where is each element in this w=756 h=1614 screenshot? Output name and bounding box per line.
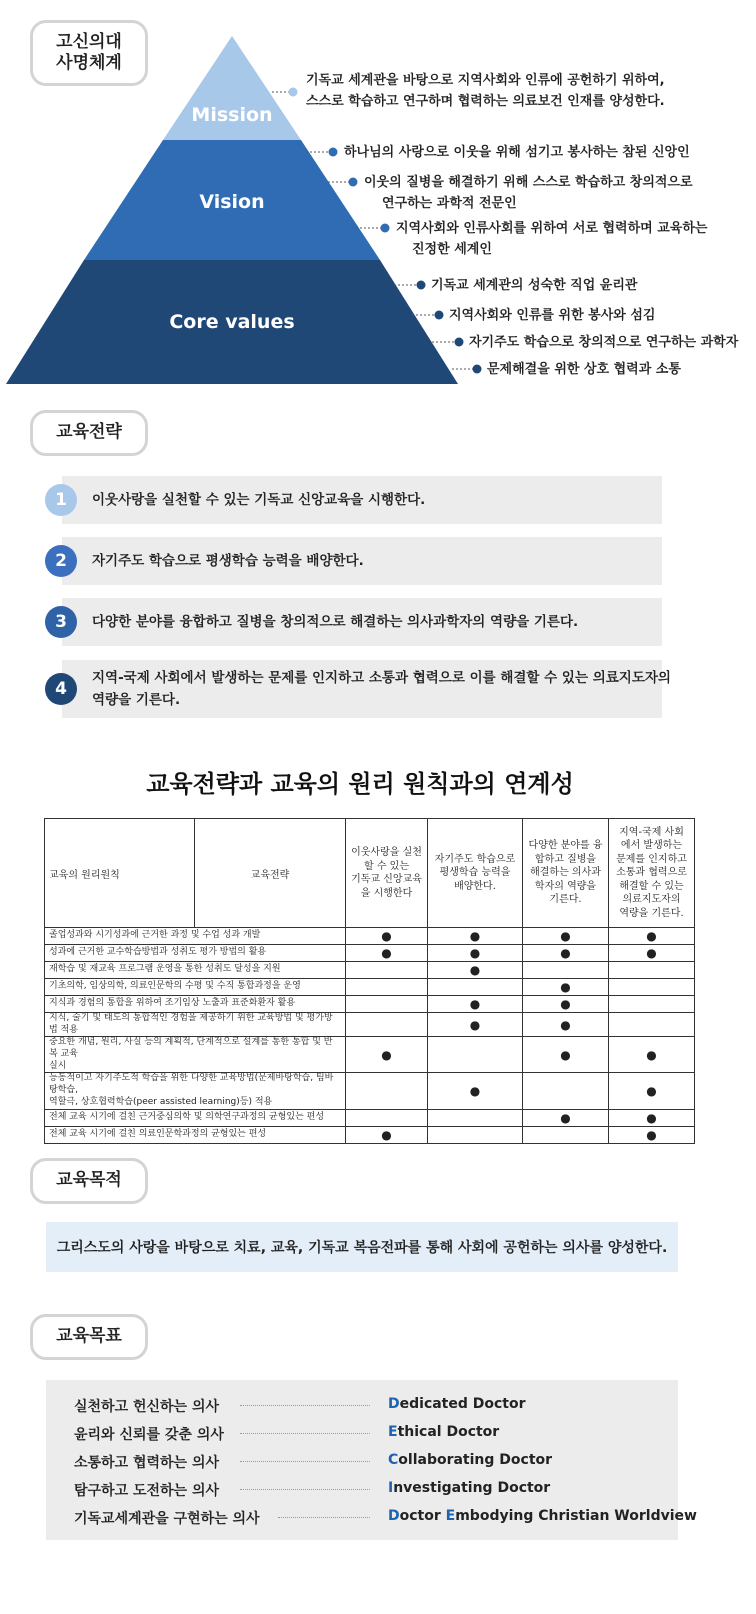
linkage-mark-dot: ● [560,946,571,960]
table-row [45,996,695,1013]
mission-label: Mission [191,104,273,126]
goal-leader-5 [278,1517,370,1518]
table-row [45,979,695,996]
linkage-mark-dot: ● [646,929,657,943]
strategy-number-3: 3 [45,606,77,638]
mark-cell [428,1037,523,1073]
strategy-title-badge: 교육전략 [30,410,148,456]
linkage-mark-dot: ● [560,929,571,943]
table-row [45,945,695,962]
linkage-mark-dot: ● [381,1127,392,1142]
mark-cell [346,1126,428,1143]
goal-leader-1 [240,1405,370,1406]
mark-cell [346,928,428,945]
goal-en-2: Ethical Doctor [388,1424,500,1440]
mark-cell [523,1037,609,1073]
mark-cell [346,945,428,962]
linkage-mark-dot: ● [560,1017,571,1032]
goal-en-3: Collaborating Doctor [388,1452,553,1468]
principle-cell: 중요한 개념, 원리, 사실 등의 계획적, 단계적으로 설계를 통한 통합 및 반복 교육 실시 [45,1037,346,1073]
linkage-mark-dot: ● [469,997,481,1011]
mark-cell [609,962,695,979]
table-row [45,1037,695,1073]
mission-system-title-badge: 고신의대 사명체계 [30,20,148,86]
mark-cell [609,928,695,945]
table-header-row [45,819,695,928]
core-dot [435,311,444,320]
linkage-mark-dot: ● [381,929,392,943]
strategy-text-3: 다양한 분야를 융합하고 질병을 창의적으로 해결하는 의사과학자의 역량을 기른다. [92,614,579,630]
linkage-mark-dot: ● [560,997,571,1011]
linkage-mark-dot: ● [646,1083,657,1098]
mark-cell [346,996,428,1013]
core-dot [455,338,464,347]
goals-title-badge: 교육목표 [30,1314,148,1360]
mark-cell [609,1013,695,1037]
strategy-number-4: 4 [45,673,77,705]
goal-ko-2: 윤리와 신뢰를 갖춘 의사 [74,1427,224,1443]
mark-cell [428,1126,523,1143]
core-item-4: 문제해결을 위한 상호 협력과 소통 [487,362,681,377]
table-row [45,928,695,945]
header-strategy: 교육전략 [195,819,346,928]
mark-cell [346,962,428,979]
table-row [45,1109,695,1126]
core-dot [417,281,426,290]
mark-cell [428,1109,523,1126]
linkage-table [44,818,695,1144]
header-principle: 교육의 원리원칙 [45,819,195,928]
mark-cell [523,945,609,962]
vision-item-2: 이웃의 질병을 해결하기 위해 스스로 학습하고 창의적으로 [364,175,693,190]
strategy-text-4: 지역-국제 사회에서 발생하는 문제를 인지하고 소통과 협력으로 이를 해결할 수 있는 의료지도자의 [92,670,671,686]
linkage-mark-dot: ● [646,946,657,960]
mark-cell [346,1073,428,1109]
header-strategy-2: 자기주도 학습으로 평생학습 능력을 배양한다. [428,819,523,928]
mission-text-line1: 기독교 세계관을 바탕으로 지역사회와 인류에 공헌하기 위하여, [306,73,665,88]
mark-cell [428,945,523,962]
mark-cell [428,962,523,979]
strategy-text-1: 이웃사랑을 실천할 수 있는 기독교 신앙교육을 시행한다. [92,492,426,508]
vision-item-1: 하나님의 사랑으로 이웃을 위해 섬기고 봉사하는 참된 신앙인 [344,145,690,160]
principle-cell: 전체 교육 시기에 걸친 의료인문학과정의 균형있는 편성 [45,1126,346,1143]
principle-cell: 성과에 근거한 교수학습방법과 성취도 평가 방법의 활용 [45,945,346,962]
table-row [45,1013,695,1037]
principle-cell: 지식, 술기 및 태도의 통합적인 경험을 제공하기 위한 교육방법 및 평가방법 적용 [45,1013,346,1037]
linkage-mark-dot: ● [560,1047,571,1062]
linkage-mark-dot: ● [469,946,481,960]
mark-cell [346,1037,428,1073]
linkage-mark-dot: ● [381,1047,392,1062]
linkage-mark-dot: ● [646,1110,657,1125]
vision-dot [381,224,390,233]
mark-cell [523,962,609,979]
vision-item-3-cont: 진정한 세계인 [412,242,492,257]
principle-cell: 기초의학, 임상의학, 의료인문학의 수평 및 수직 통합과정을 운영 [45,979,346,996]
vision-item-2-cont: 연구하는 과학적 전문인 [382,196,517,211]
principle-cell: 능동적이고 자기주도적 학습을 위한 다양한 교육방법(문제바탕학습, 팀바탕학습, 역할극, 상호협력학습(peer assisted learning)등) 적용 [45,1073,346,1109]
table-row [45,1073,695,1109]
mark-cell [523,996,609,1013]
header-strategy-4: 지역-국제 사회 에서 발생하는 문제를 인지하고 소통과 협력으로 해결할 수 있는 의료지도자의 역량을 기른다. [609,819,695,928]
strategy-number-2: 2 [45,545,77,577]
vision-item-3: 지역사회와 인류사회를 위하여 서로 협력하며 교육하는 [396,221,708,236]
linkage-mark-dot: ● [646,1127,657,1142]
linkage-mark-dot: ● [469,929,481,943]
mark-cell [523,1126,609,1143]
mark-cell [346,1109,428,1126]
goal-en-4: Investigating Doctor [388,1480,551,1496]
mark-cell [523,1109,609,1126]
core-item-3: 자기주도 학습으로 창의적으로 연구하는 과학자 [469,335,739,350]
linkage-mark-dot: ● [560,1110,571,1125]
mission-text-line2: 스스로 학습하고 연구하며 협력하는 의료보건 인재를 양성한다. [306,94,665,109]
core-item-1: 기독교 세계관의 성숙한 직업 윤리관 [431,278,638,293]
principle-cell: 졸업성과와 시기성과에 근거한 과정 및 수업 성과 개발 [45,928,346,945]
goal-ko-4: 탐구하고 도전하는 의사 [74,1483,219,1499]
table-row [45,962,695,979]
mark-cell [609,1109,695,1126]
principle-cell: 지식과 경험의 통합을 위하여 조기임상 노출과 표준화환자 활용 [45,996,346,1013]
mark-cell [346,1013,428,1037]
mark-cell [523,1073,609,1109]
goal-ko-3: 소통하고 협력하는 의사 [74,1455,219,1471]
goal-ko-5: 기독교세계관을 구현하는 의사 [74,1511,260,1527]
mark-cell [428,1073,523,1109]
mark-cell [428,928,523,945]
mark-cell [428,979,523,996]
mission-dot [289,88,298,97]
mark-cell [609,1073,695,1109]
linkage-mark-dot: ● [381,946,392,960]
mark-cell [346,979,428,996]
core-values-label: Core values [169,311,295,333]
table-row [45,1126,695,1143]
mark-cell [523,1013,609,1037]
purpose-text: 그리스도의 사랑을 바탕으로 치료, 교육, 기독교 복음전파를 통해 사회에 공헌하는 의사를 양성한다. [46,1222,678,1272]
core-dot [473,365,482,374]
vision-dot [349,178,358,187]
linkage-mark-dot: ● [646,1047,657,1062]
linkage-mark-dot: ● [469,1083,481,1098]
vision-label: Vision [199,191,265,213]
goal-leader-3 [240,1461,370,1462]
header-strategy-3: 다양한 분야를 융 합하고 질병을 해결하는 의사과 학자의 역량을 기른다. [523,819,609,928]
vision-dot [329,148,338,157]
linkage-section-title: 교육전략과 교육의 원리 원칙과의 연계성 [146,770,574,798]
mark-cell [523,928,609,945]
purpose-title-badge: 교육목적 [30,1158,148,1204]
mark-cell [523,979,609,996]
goal-en-1: Dedicated Doctor [388,1396,526,1412]
goal-leader-4 [240,1489,370,1490]
goals-box [46,1380,697,1540]
principle-cell: 재학습 및 재교육 프로그램 운영을 통한 성취도 달성을 지원 [45,962,346,979]
mark-cell [609,945,695,962]
goal-en-5: Doctor Embodying Christian Worldview [388,1508,697,1524]
strategy-number-1: 1 [45,484,77,516]
mark-cell [428,996,523,1013]
linkage-mark-dot: ● [469,1017,481,1032]
mark-cell [609,1126,695,1143]
linkage-mark-dot: ● [469,963,481,977]
mark-cell [609,979,695,996]
mark-cell [609,996,695,1013]
strategy-text-4-cont: 역량을 기른다. [92,692,181,708]
principle-cell: 전체 교육 시기에 걸친 근거중심의학 및 의학연구과정의 균형있는 편성 [45,1109,346,1126]
goal-ko-1: 실천하고 헌신하는 의사 [74,1399,219,1415]
goal-leader-2 [240,1433,370,1434]
header-strategy-1: 이웃사랑을 실천 할 수 있는 기독교 신앙교육 을 시행한다 [346,819,428,928]
core-item-2: 지역사회와 인류를 위한 봉사와 섬김 [449,308,656,323]
strategy-text-2: 자기주도 학습으로 평생학습 능력을 배양한다. [92,553,364,569]
linkage-mark-dot: ● [560,980,571,994]
mark-cell [609,1037,695,1073]
mark-cell [428,1013,523,1037]
